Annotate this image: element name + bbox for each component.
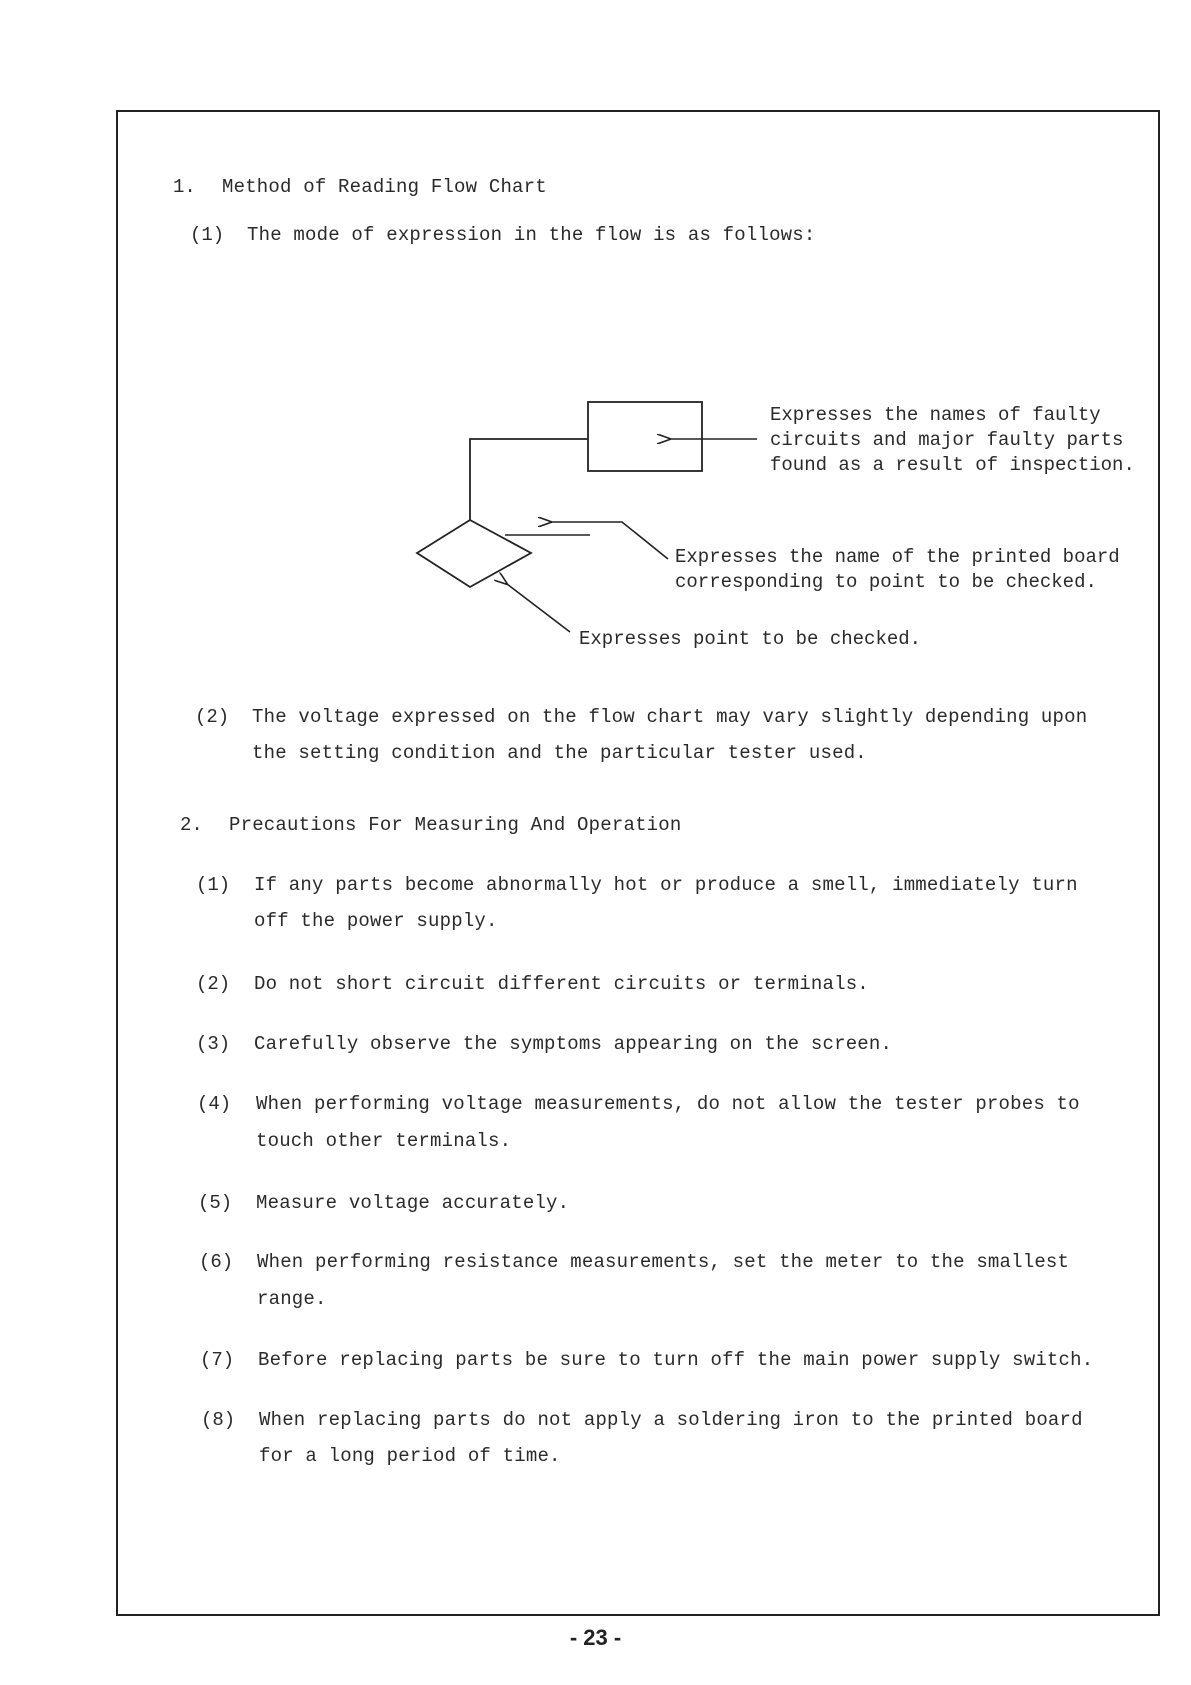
item-2-8-line-2: for a long period of time. [259,1445,561,1467]
page-number: - 23 - [569,1625,622,1650]
item-1-1-number: (1) [190,224,225,246]
item-2-8-number: (8) [201,1409,236,1431]
item-1-2-number: (2) [195,706,230,728]
item-2-6-line-2: range. [257,1288,327,1310]
section-2-title: Precautions For Measuring And Operation [229,814,682,836]
item-2-1-line-1: If any parts become abnormally hot or produce a smell, immediately turn [254,874,1078,896]
item-1-2-line-1: The voltage expressed on the flow chart may vary slightly depending upon [252,706,1088,728]
item-2-4-number: (4) [197,1093,232,1115]
item-2-8-line-1: When replacing parts do not apply a soldering iron to the printed board [259,1409,1083,1431]
item-2-6-number: (6) [199,1251,234,1273]
item-2-2-text: Do not short circuit different circuits or terminals. [254,973,869,995]
box-caption: Expresses the names of faulty circuits and major faulty parts found as a result of inspection. [770,404,1135,476]
item-2-4-line-2: touch other terminals. [256,1130,512,1152]
section-1-number: 1. [173,176,196,198]
page-frame [116,110,1160,1616]
item-2-1-number: (1) [196,874,231,896]
item-2-3-text: Carefully observe the symptoms appearing on the screen. [254,1033,893,1055]
item-2-1-line-2: off the power supply. [254,910,498,932]
item-2-7-number: (7) [200,1349,235,1371]
item-1-1-text: The mode of expression in the flow is as follows: [247,224,816,246]
item-2-4-line-1: When performing voltage measurements, do not allow the tester probes to [256,1093,1080,1115]
item-2-6-line-1: When performing resistance measurements, set the meter to the smallest [257,1251,1070,1273]
item-2-5-number: (5) [198,1192,233,1214]
item-2-3-number: (3) [196,1033,231,1055]
section-1-title: Method of Reading Flow Chart [222,176,547,198]
item-2-5-text: Measure voltage accurately. [256,1192,570,1214]
item-2-7-text: Before replacing parts be sure to turn off the main power supply switch. [258,1349,1094,1371]
point-caption: Expresses point to be checked. [579,628,922,650]
board-caption: Expresses the name of the printed board corresponding to point to be checked. [675,546,1120,593]
item-1-2-line-2: the setting condition and the particular tester used. [252,742,867,764]
section-2-number: 2. [180,814,203,836]
item-2-2-number: (2) [196,973,231,995]
